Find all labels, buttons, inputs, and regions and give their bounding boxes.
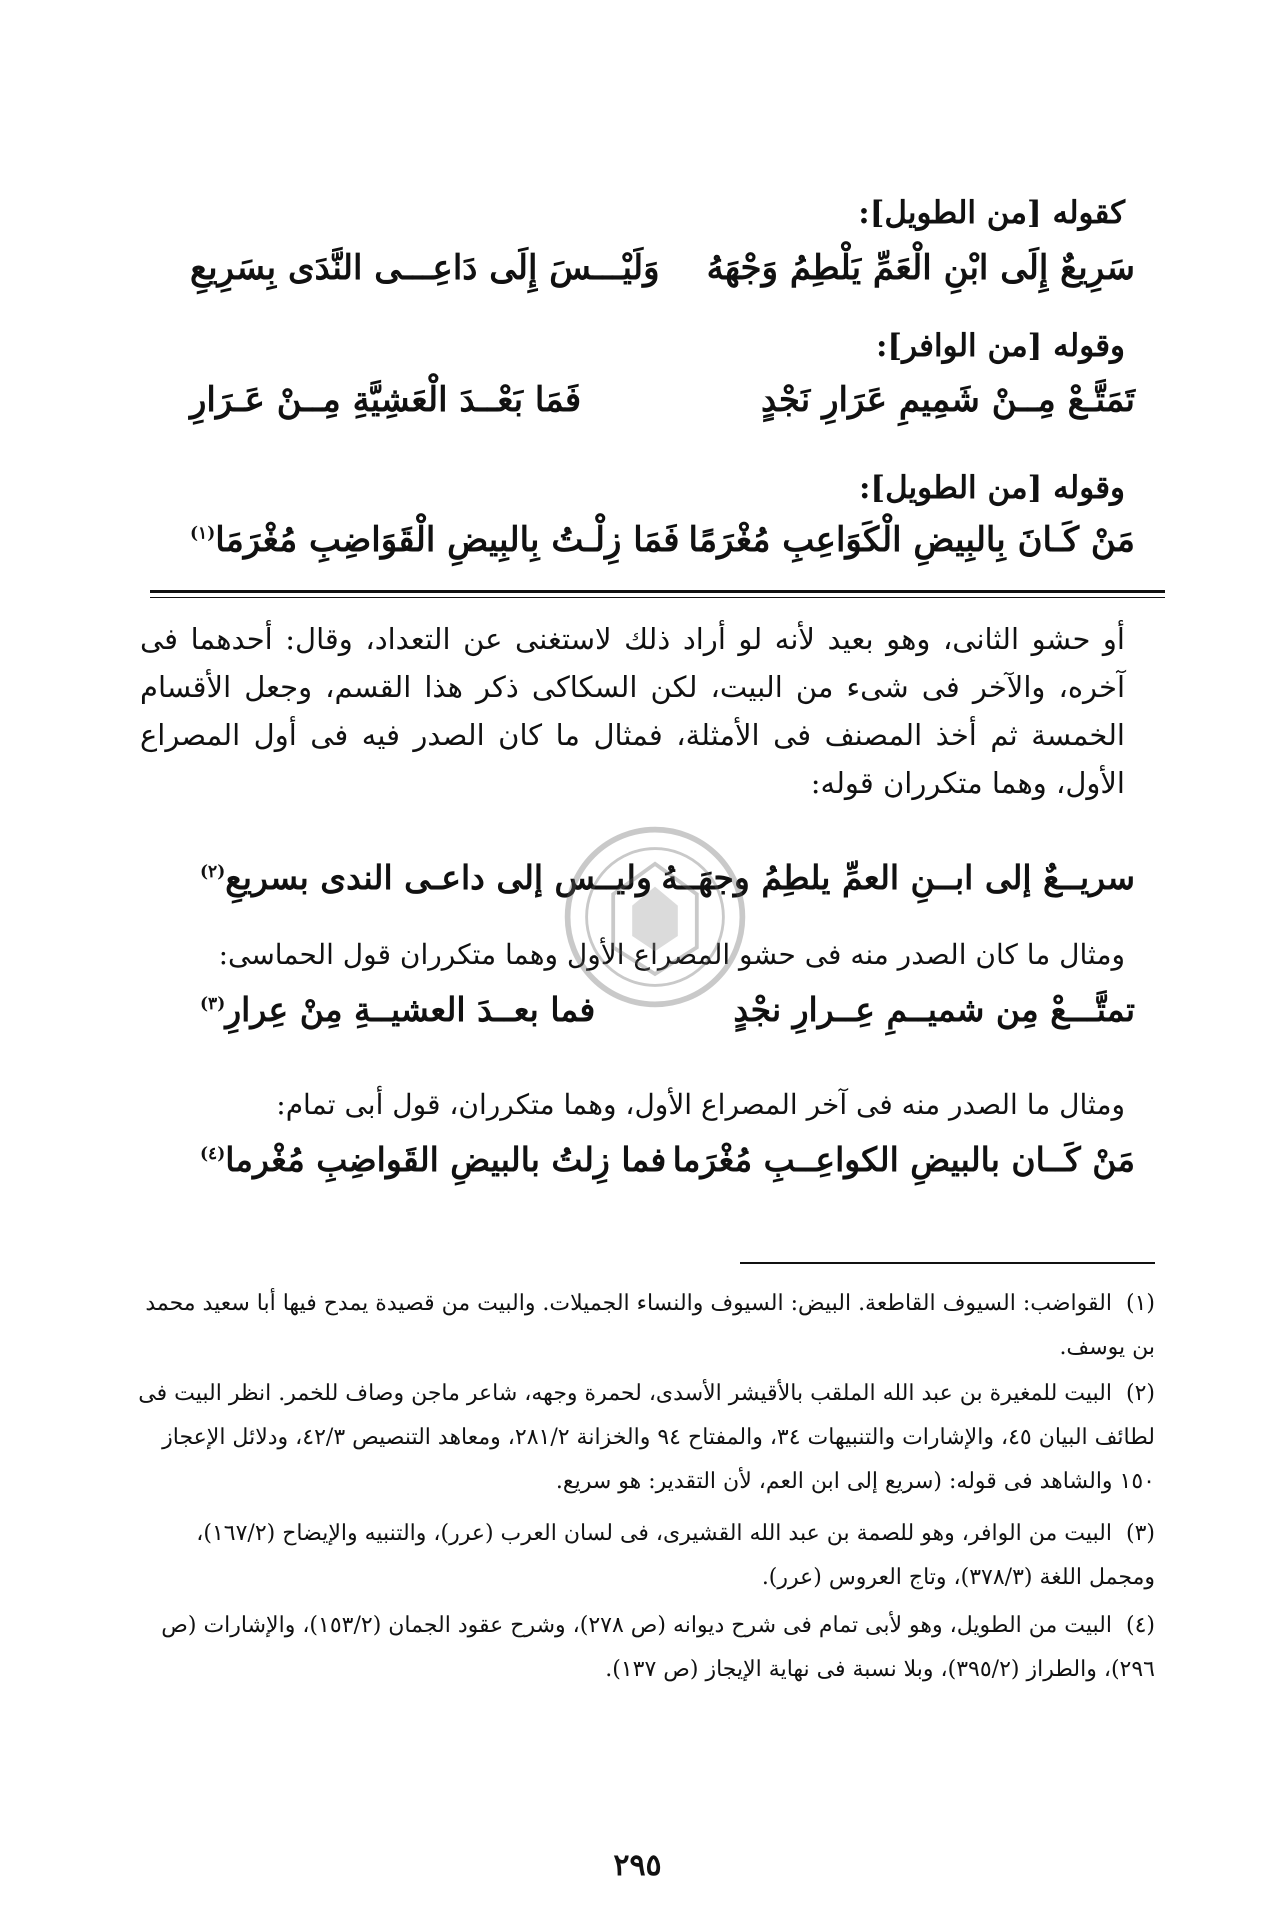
footnote-4 <box>125 1604 1155 1692</box>
verse-intro-3: وقوله [من الطويل]: <box>858 470 1125 506</box>
footnote-marker: (٤) <box>200 1144 226 1164</box>
commentary-paragraph: أو حشو الثانى، وهو بعيد لأنه لو أراد ذلك لاستغنى عن التعداد، وقال: أحدهما فى آخره، والآخر فى شىء من البيت، لكن السكاكى ذكر هذا القسم، وجعل الأقسام الخمسة ثم أخذ المصنف فى الأمثلة، فمثال ما كان الصدر فيه فى أول المصراع الأول، وهما متكرران قوله: <box>140 622 1125 800</box>
footnote-marker: (٣) <box>200 994 226 1014</box>
footnote-separator <box>740 1262 1155 1264</box>
verse-second-hemistich <box>190 520 680 560</box>
commentary-verse-3 <box>200 1140 1135 1196</box>
verse-line-3 <box>190 520 1135 580</box>
footnote-2 <box>125 1372 1155 1504</box>
footnote-number: (١) <box>1125 1291 1155 1316</box>
library-seal-watermark <box>560 822 750 1012</box>
verse-line-1 <box>190 248 1135 308</box>
verse-first-hemistich: مَنْ كَــان بالبيضِ الكواعِــبِ مُغْرَما <box>672 1140 1135 1179</box>
verse-line-2 <box>190 380 1135 440</box>
footnote-1 <box>125 1282 1155 1370</box>
verse-second-hemistich: فَمَا بَعْــدَ الْعَشِيَّةِ مِــنْ عَـرَارِ <box>190 380 582 420</box>
footnote-text: القواضب: السيوف القاطعة. البيض: السيوف والنساء الجميلات. والبيت من قصيدة يمدح فيها أبا سعيد محمد بن يوسف. <box>145 1291 1155 1360</box>
verse-second-hemistich <box>200 1140 666 1179</box>
verse-intro-1: كقوله [من الطويل]: <box>858 195 1125 231</box>
verse-first-hemistich: مَنْ كَـانَ بِالبِيضِ الْكَوَاعِبِ مُغْرَمًا <box>688 520 1135 560</box>
verse-first-hemistich: سريــعٌ إلى ابــنِ العمِّ يلطِمُ وجهَــهُ <box>661 858 1135 897</box>
footnote-text: البيت للمغيرة بن عبد الله الملقب بالأقيشر الأسدى، لحمرة وجهه، شاعر ماجن وصاف للخمر. انظر البيت فى لطائف البيان ٤٥، والإشارات والتنبيهات ٣٤، والمفتاح ٩٤ والخزانة ٢٨١/٢، ومعاهد التنصيص ٤٢/٣، ودلائل الإعجاز ١٥٠ والشاهد فى قوله: (سريع إلى ابن العم، لأن التقدير: هو سريع. <box>138 1381 1155 1494</box>
footnote-number: (٤) <box>1125 1613 1155 1638</box>
verse-second-hemistich <box>200 990 595 1029</box>
verse-second-hemistich: وَلَيْـــسَ إِلَى دَاعِـــى النَّدَى بِسَرِيعِ <box>190 248 660 288</box>
section-divider-thin <box>150 597 1165 598</box>
page-number: ٢٩٥ <box>613 1848 662 1883</box>
commentary-intro-2: ومثال ما كان الصدر منه فى حشو المصراع الأول وهما متكرران قول الحماسى: <box>218 938 1125 971</box>
footnote-3 <box>125 1512 1155 1600</box>
footnote-number: (٢) <box>1125 1381 1155 1406</box>
footnote-marker: (٢) <box>200 862 226 882</box>
section-divider-thick <box>150 590 1165 593</box>
footnote-text: البيت من الطويل، وهو لأبى تمام فى شرح ديوانه (ص ٢٧٨)، وشرح عقود الجمان (١٥٣/٢)، والإشارات (ص ٢٩٦)، والطراز (٣٩٥/٢)، وبلا نسبة فى نهاية الإيجاز (ص ١٣٧). <box>161 1613 1155 1682</box>
footnote-text: البيت من الوافر، وهو للصمة بن عبد الله القشيرى، فى لسان العرب (عرر)، والتنبيه والإيضاح (١٦٧/٢)، ومجمل اللغة (٣٧٨/٣)، وتاج العروس (عرر). <box>196 1521 1155 1590</box>
hemistich-text: وليــس إلى داعـى الندى بسريعِ <box>225 858 652 897</box>
verse-first-hemistich: تمتَّـــعْ مِن شميــمِ عِــرارِ نجْدٍ <box>733 990 1135 1029</box>
verse-first-hemistich: سَرِيعٌ إِلَى ابْنِ الْعَمِّ يَلْطِمُ وَجْهَهُ <box>706 248 1135 288</box>
hemistich-text: فما بعــدَ العشيــةِ مِنْ عِرارِ <box>225 990 596 1029</box>
verse-first-hemistich: تَمَتَّـعْ مِــنْ شَمِيمِ عَرَارِ نَجْدٍ <box>761 380 1135 420</box>
commentary-intro-3: ومثال ما الصدر منه فى آخر المصراع الأول، وهما متكرران، قول أبى تمام: <box>276 1088 1125 1121</box>
footnote-marker: (١) <box>190 523 216 544</box>
hemistich-text: فَمَا زِلْـتُ بِالبِيضِ الْقَوَاضِبِ مُغْرَمَا <box>215 520 680 560</box>
hemistich-text: فما زِلتُ بالبيضِ القَواضِبِ مُغْرما <box>225 1140 667 1179</box>
verse-intro-2: وقوله [من الوافر]: <box>875 328 1125 364</box>
footnote-number: (٣) <box>1125 1521 1155 1546</box>
